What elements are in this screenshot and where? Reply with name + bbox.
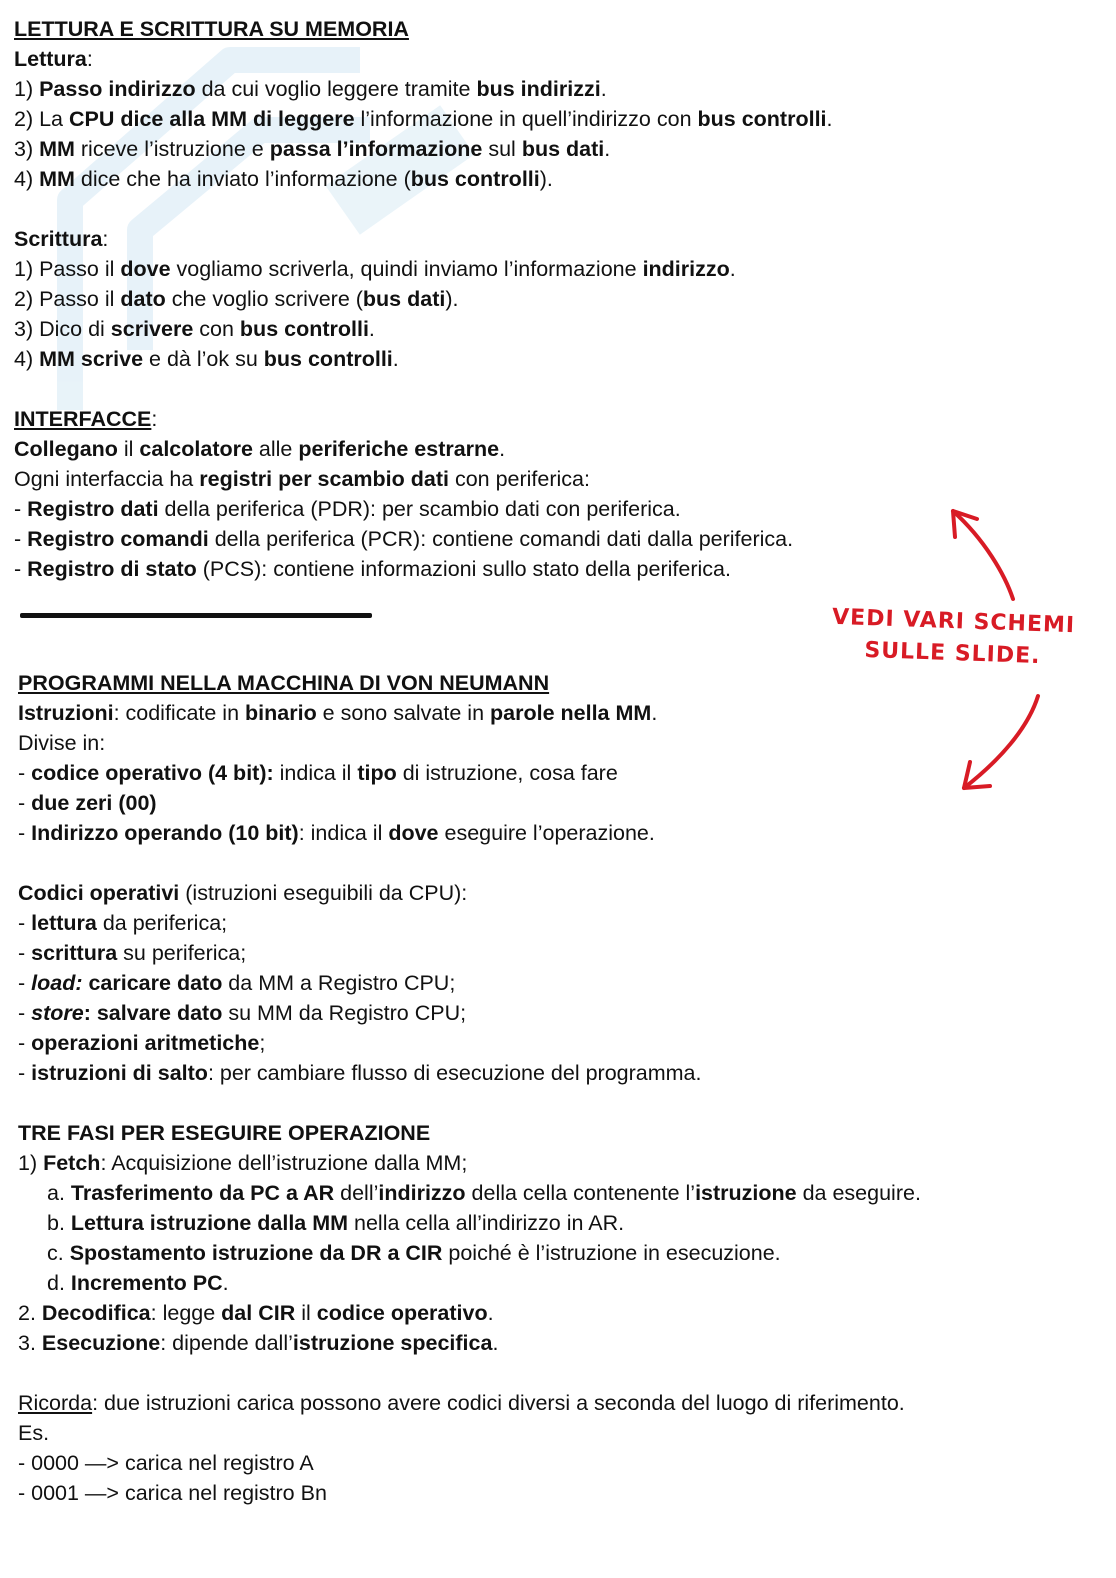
lettura-step: 4) MM dice che ha inviato l’informazione (bus controlli). [14, 167, 553, 191]
annotation-line: SULLE SLIDE. [863, 637, 1041, 670]
handwritten-annotation [827, 602, 1079, 675]
istruzioni-line: Istruzioni: codificate in binario e sono salvate in parole nella MM. [18, 701, 658, 725]
codice-item: - store: salvare dato su MM da Registro CPU; [18, 1001, 467, 1025]
lettura-step: 2) La CPU dice alla MM di leggere l’informazione in quell’indirizzo con bus controlli. [14, 107, 833, 131]
registro-item: - Registro dati della periferica (PDR): per scambio dati con periferica. [14, 497, 681, 521]
lettura-step: 3) MM riceve l’istruzione e passa l’informazione sul bus dati. [14, 137, 611, 161]
scrittura-step: 3) Dico di scrivere con bus controlli. [14, 317, 375, 341]
programmi-section [18, 668, 921, 1508]
fase-item: 2. Decodifica: legge dal CIR il codice operativo. [18, 1301, 494, 1325]
codice-item: - scrittura su periferica; [18, 941, 247, 965]
example-item: - 0001 —> carica nel registro Bn [18, 1481, 327, 1505]
programmi-title: PROGRAMMI NELLA MACCHINA DI VON NEUMANN [18, 671, 550, 695]
part-item: - due zeri (00) [18, 791, 157, 815]
registro-item: - Registro di stato (PCS): contiene informazioni sullo stato della periferica. [14, 557, 731, 581]
codice-item: - istruzioni di salto: per cambiare flusso di esecuzione del programma. [18, 1061, 702, 1085]
scrittura-label: Scrittura [14, 227, 103, 251]
interfacce-line: Ogni interfaccia ha registri per scambio dati con periferica: [14, 467, 590, 491]
ricorda-line: Ricorda: due istruzioni carica possono avere codici diversi a seconda del luogo di riferimento. [18, 1391, 905, 1415]
codice-item: - load: caricare dato da MM a Registro CPU; [18, 971, 456, 995]
fetch-subitem: b. Lettura istruzione dalla MM nella cella all’indirizzo in AR. [47, 1211, 625, 1235]
divise-line: Divise in: [18, 731, 106, 755]
section-title: LETTURA E SCRITTURA SU MEMORIA [14, 17, 409, 41]
memory-section: LETTURA E SCRITTURA SU MEMORIA Lettura: 1) Passo indirizzo da cui voglio leggere tramite bus indirizzi. 2) La CPU dice alla MM di leggere l’informazione in quell’indirizzo con bus controlli. 3) MM riceve l’istruzione e passa l’informazione sul bus dati. 4) MM dice che ha inviato l’informazione (bus controlli). Scrittura: 1) Passo il dove vogliamo scriverla, quindi inviamo l’informazione indirizzo. 2) Passo il dato che voglio scrivere (bus dati). 3) Dico di scrivere con bus controlli. 4) MM scrive e dà l’ok su bus controlli. INTERFACCE: Collegano il calcolatore alle periferiche estrarne. Ogni interfaccia ha registri per scambio dati con periferica: - Registro dati della periferica (PDR): per scambio dati con periferica. - Registro comandi della periferica (PCR): contiene comandi dati dalla periferica. - Registro di stato (PCS): contiene informazioni sullo stato della periferica. [14, 14, 833, 584]
fetch-subitem: c. Spostamento istruzione da DR a CIR poiché è l’istruzione in esecuzione. [47, 1241, 781, 1265]
fase-item: 3. Esecuzione: dipende dall’istruzione specifica. [18, 1331, 499, 1355]
arrow-up-icon [935, 495, 1025, 610]
scrittura-step: 1) Passo il dove vogliamo scriverla, quindi inviamo l’informazione indirizzo. [14, 257, 736, 281]
es-label: Es. [18, 1421, 50, 1445]
codice-item: - operazioni aritmetiche; [18, 1031, 266, 1055]
fetch-subitem: a. Trasferimento da PC a AR dell’indirizzo della cella contenente l’istruzione da eseguire. [47, 1181, 921, 1205]
registro-item: - Registro comandi della periferica (PCR): contiene comandi dati dalla periferica. [14, 527, 794, 551]
interfacce-title: INTERFACCE [14, 407, 152, 431]
fetch-subitem: d. Incremento PC. [47, 1271, 229, 1295]
section-divider [20, 613, 372, 618]
annotation-line: VEDI VARI SCHEMI [831, 604, 1076, 639]
scrittura-step: 4) MM scrive e dà l’ok su bus controlli. [14, 347, 399, 371]
arrow-down-icon [950, 688, 1050, 798]
lettura-label: Lettura [14, 47, 87, 71]
fase-item: 1) Fetch: Acquisizione dell’istruzione dalla MM; [18, 1151, 468, 1175]
lettura-step: 1) Passo indirizzo da cui voglio leggere tramite bus indirizzi. [14, 77, 607, 101]
fasi-title: TRE FASI PER ESEGUIRE OPERAZIONE [18, 1121, 431, 1145]
scrittura-step: 2) Passo il dato che voglio scrivere (bus dati). [14, 287, 459, 311]
codici-heading: Codici operativi (istruzioni eseguibili da CPU): [18, 881, 468, 905]
codice-item: - lettura da periferica; [18, 911, 228, 935]
example-item: - 0000 —> carica nel registro A [18, 1451, 314, 1475]
interfacce-line: Collegano il calcolatore alle periferiche estrarne. [14, 437, 506, 461]
part-item: - codice operativo (4 bit): indica il tipo di istruzione, cosa fare [18, 761, 618, 785]
part-item: - Indirizzo operando (10 bit): indica il dove eseguire l’operazione. [18, 821, 655, 845]
